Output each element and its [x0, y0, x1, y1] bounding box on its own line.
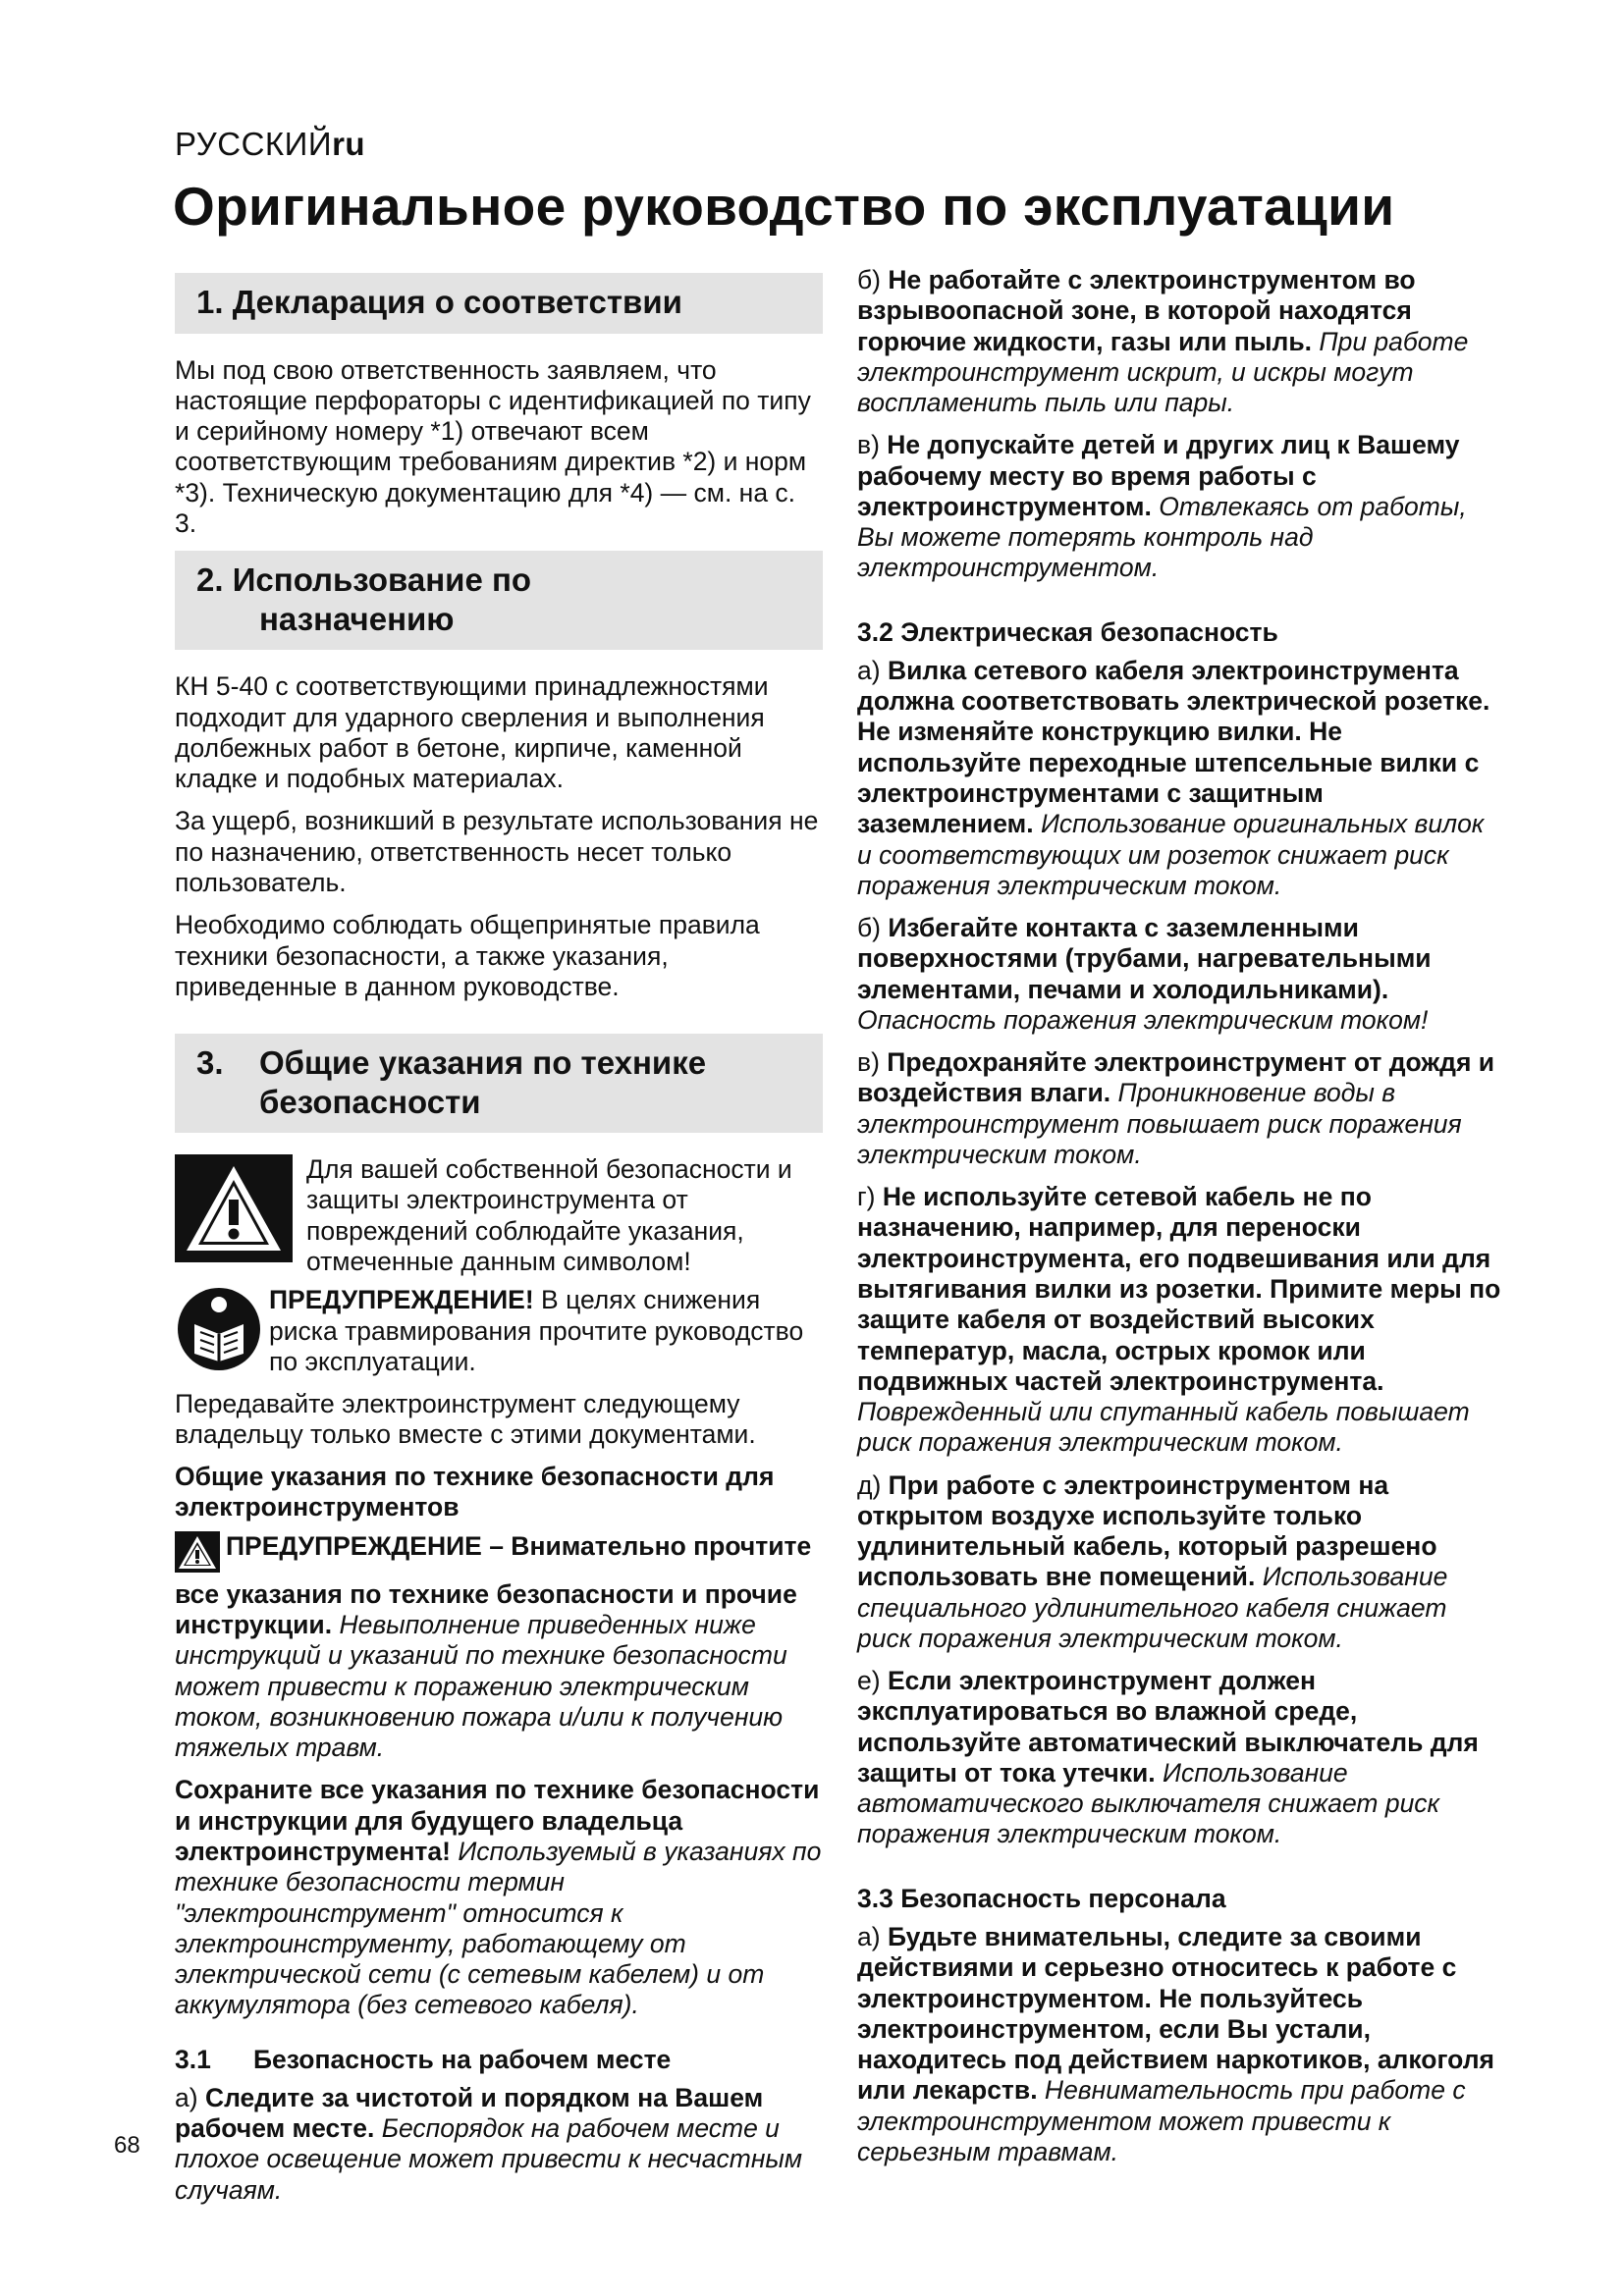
read-manual-text — [263, 1285, 823, 1377]
item-prefix: б) — [857, 265, 889, 294]
declaration-text: Мы под свою ответственность заявляем, что настоящие перфораторы с идентификацией по типу и серийному номеру *1) отвечают всем соответствующим требованиям директив *2) и норм *3). Техническую документацию для *4) — см. на с. 3. — [175, 354, 811, 538]
item-bold: Избегайте контакта с заземленными поверхностями (трубами, нагревательными элементами, печами и холодильниками). — [857, 913, 1432, 1004]
page-number: 68 — [114, 2132, 140, 2159]
left-column — [175, 265, 823, 2217]
item-prefix: е) — [857, 1666, 888, 1696]
general-warning — [175, 1531, 823, 1764]
section-3-number: 3. — [196, 1044, 224, 1082]
item-italic: Поврежденный или спутанный кабель повышает риск поражения электрическим током. — [857, 1397, 1470, 1458]
item-prefix: б) — [857, 913, 889, 943]
item-bold: При работе с электроинструментом на открытом воздухе используйте только удлинительный кабель, который разрешено использовать вне помещений. — [857, 1469, 1437, 1592]
read-manual-warning-body: В целях снижения риска травмирования прочтите руководство по эксплуатации. — [269, 1285, 804, 1376]
warning-triangle-small-icon — [175, 1531, 220, 1579]
section-3-title: Общие указания по технике безопасности — [259, 1044, 707, 1120]
section-3-2-heading: 3.2 Электрическая безопасность — [857, 616, 1278, 647]
read-manual-icon — [175, 1285, 263, 1380]
warning-symbol-text: Для вашей собственной безопасности и защиты электроинструмента от повреждений соблюдайте указания, отмеченные данным символом! — [306, 1154, 792, 1277]
item-italic: Опасность поражения электрическим током! — [857, 1004, 1429, 1035]
item-prefix: а) — [175, 2082, 205, 2112]
keep-instructions-italic: Используемый в указаниях по технике безопасности термин "электроинструмент" относится к электроинструменту, работающему от электрической сети (с сетевым кабелем) и от аккумулятора (без сетевого кабеля). — [175, 1837, 822, 2020]
section-3-1-title: Безопасность на рабочем месте — [253, 2044, 672, 2074]
item-italic: Использование специального удлинительного кабеля снижает риск поражения электрическим током. — [857, 1562, 1448, 1653]
section-3-1-heading — [175, 2045, 823, 2075]
general-warning-bold: ПРЕДУПРЕЖДЕНИЕ – Внимательно прочтите все указания по технике безопасности и прочие инструкции. — [175, 1530, 812, 1640]
item-bold: Будьте внимательны, следите за своими действиями и серьезно относитесь к работе с электроинструментом. Не пользуйтесь электроинструментом, если Вы устали, находитесь под действием наркотиков, алкоголя или лекарств. — [857, 1922, 1495, 2106]
section-3-3-heading: 3.3 Безопасность персонала — [857, 1883, 1226, 1913]
item-prefix: г) — [857, 1182, 883, 1212]
item-italic: Использование оригинальных вилок и соответствующих им розеток снижает риск поражения электрическим током. — [857, 809, 1485, 900]
language-label — [175, 126, 365, 163]
electrical-item-v — [857, 1047, 1505, 1170]
electrical-item-b — [857, 913, 1505, 1036]
section-2-heading-line2: назначению — [259, 600, 455, 637]
warning-symbol-note — [175, 1154, 823, 1277]
workplace-item-a — [175, 2083, 823, 2206]
item-prefix: д) — [857, 1469, 889, 1500]
workplace-item-v — [857, 430, 1505, 583]
keep-instructions-bold: Сохраните все указания по технике безопасности и инструкции для будущего владельца электроинструмента! — [175, 1775, 820, 1866]
right-column — [857, 265, 1505, 2179]
item-bold: Если электроинструмент должен эксплуатироваться во влажной среде, используйте автоматический выключатель для защиты от тока утечки. — [857, 1666, 1479, 1788]
personal-item-a — [857, 1922, 1505, 2167]
item-prefix: в) — [857, 430, 888, 460]
item-bold: Предохраняйте электроинструмент от дождя и воздействия влаги. — [857, 1047, 1495, 1108]
warning-triangle-icon — [175, 1154, 293, 1269]
item-italic: Отвлекаясь от работы, Вы можете потерять контроль над электроинструментом. — [857, 491, 1467, 583]
item-italic: Беспорядок на рабочем месте и плохое освещение может привести к несчастным случаям. — [175, 2113, 803, 2205]
electrical-item-e — [857, 1666, 1505, 1850]
general-safety-heading: Общие указания по технике безопасности для электроинструментов — [175, 1462, 775, 1522]
item-italic: Невнимательность при работе с электроинструментом может привести к серьезным травмам. — [857, 2075, 1466, 2166]
section-2-heading-line1: 2. Использование по — [196, 561, 532, 599]
liability-text: За ущерб, возникший в результате использования не по назначению, ответственность несет только пользователь. — [175, 806, 819, 897]
safety-rules-text: Необходимо соблюдать общепринятые правила техники безопасности, а также указания, приведенные в данном руководстве. — [175, 910, 760, 1001]
language-name: РУССКИЙ — [175, 126, 333, 162]
electrical-item-g — [857, 1182, 1505, 1458]
read-manual-warning-label: ПРЕДУПРЕЖДЕНИЕ! — [269, 1285, 534, 1315]
item-bold: Следите за чистотой и порядком на Вашем рабочем месте. — [175, 2082, 764, 2144]
read-manual-note — [175, 1285, 823, 1380]
workplace-item-b — [857, 265, 1505, 418]
section-1-heading: 1. Декларация о соответствии — [175, 273, 823, 334]
section-2-heading — [175, 551, 823, 650]
language-code: ru — [332, 126, 366, 162]
item-bold: Вилка сетевого кабеля электроинструмента должна соответствовать электрической розетке. Не изменяйте конструкцию вилки. Не используйте переходные штепсельные вилки с электроинструментами с защитным заземлением. — [857, 655, 1490, 839]
item-bold: Не работайте с электроинструментом во взрывоопасной зоне, в которой находятся горючие жидкости, газы или пыль. — [857, 265, 1416, 356]
section-3-1-number: 3.1 — [175, 2044, 211, 2074]
item-prefix: в) — [857, 1047, 888, 1078]
item-italic: При работе электроинструмент искрит, и искры могут воспламенить пыль или пары. — [857, 326, 1469, 418]
item-prefix: а) — [857, 1922, 888, 1952]
item-bold: Не используйте сетевой кабель не по назначению, например, для переноски электроинструмента, его подвешивания или для вытягивания вилки из розетки. Примите меры по защите кабеля от воздействий высоких температур, масла, острых кромок или подвижных частей электроинструмента. — [857, 1182, 1501, 1396]
pass-on-text: Передавайте электроинструмент следующему владельцу только вместе с этими документами. — [175, 1388, 756, 1449]
item-prefix: а) — [857, 655, 888, 685]
general-warning-italic: Невыполнение приведенных ниже инструкций и указаний по технике безопасности может привести к поражению электрическим током, возникновению пожара и/или к получению тяжелых травм. — [175, 1610, 787, 1763]
intended-use-text: КН 5-40 с соответствующими принадлежностями подходит для ударного сверления и выполнения долбежных работ в бетоне, кирпиче, каменной кладке и подобных материалах. — [175, 671, 769, 794]
electrical-item-a — [857, 656, 1505, 901]
page-title: Оригинальное руководство по эксплуатации — [173, 176, 1395, 237]
keep-instructions — [175, 1775, 823, 2020]
item-bold: Не допускайте детей и других лиц к Вашему рабочему месту во время работы с электроинструментом. — [857, 430, 1460, 521]
item-italic: Использование автоматического выключателя снижает риск поражения электрическим током. — [857, 1757, 1440, 1849]
electrical-item-d — [857, 1470, 1505, 1655]
item-italic: Проникновение воды в электроинструмент повышает риск поражения электрическим током. — [857, 1078, 1462, 1169]
section-3-heading — [175, 1034, 823, 1133]
